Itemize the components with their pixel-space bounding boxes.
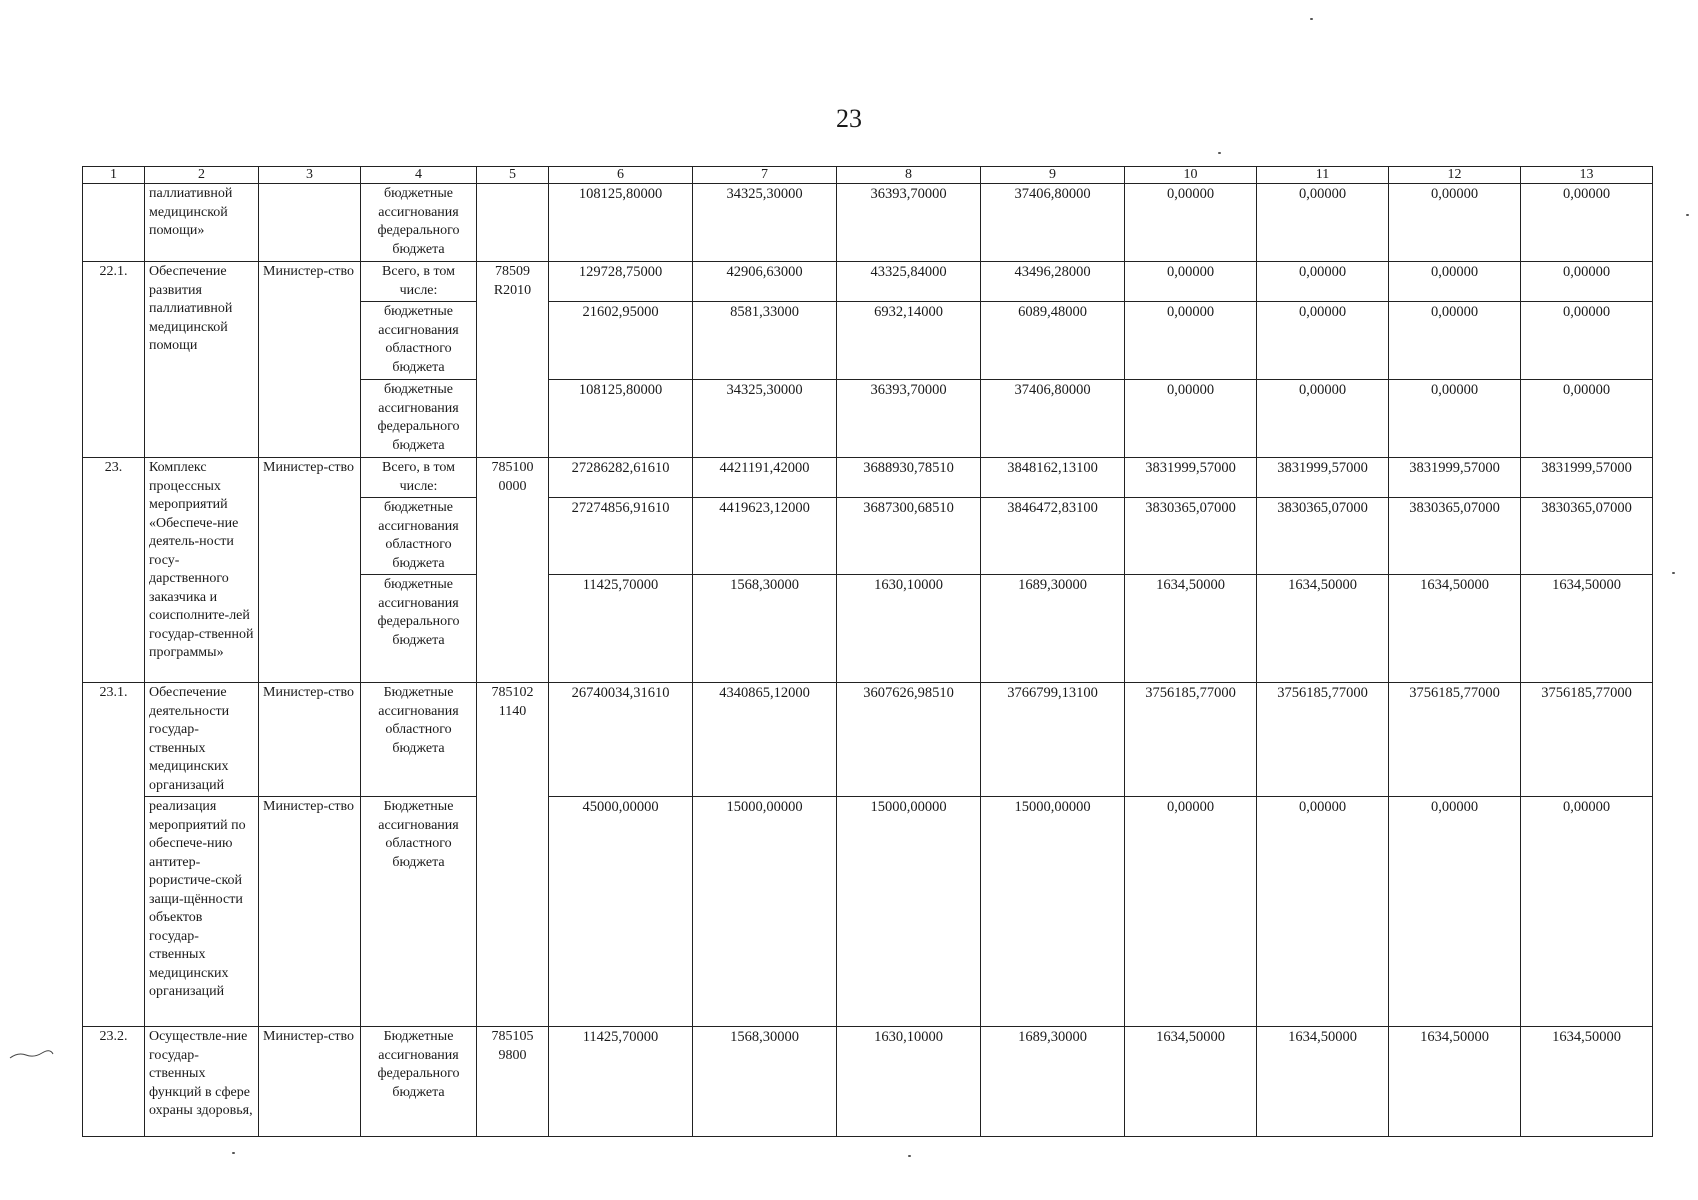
- value-cell: 0,00000: [1257, 184, 1389, 262]
- value-cell: 1634,50000: [1521, 1027, 1653, 1137]
- column-number: 7: [693, 167, 837, 184]
- value-cell: 0,00000: [1389, 302, 1521, 380]
- value-cell: 8581,33000: [693, 302, 837, 380]
- value-cell: 27286282,61610: [549, 458, 693, 498]
- value-cell: 4421191,42000: [693, 458, 837, 498]
- value-cell: 0,00000: [1521, 797, 1653, 1027]
- value-cell: 0,00000: [1521, 380, 1653, 458]
- value-cell: 3830365,07000: [1257, 498, 1389, 575]
- budget-code-cell: 78509 R2010: [477, 262, 549, 458]
- value-cell: 129728,75000: [549, 262, 693, 302]
- column-number: 8: [837, 167, 981, 184]
- funding-source-cell: бюджетные ассигнования федерального бюджета: [361, 380, 477, 458]
- value-cell: 37406,80000: [981, 380, 1125, 458]
- value-cell: 0,00000: [1125, 262, 1257, 302]
- value-cell: 108125,80000: [549, 184, 693, 262]
- value-cell: 0,00000: [1125, 797, 1257, 1027]
- item-name-cell: Комплекс процессных мероприятий «Обеспече-ние деятель-ности госу-дарственного заказчика и соисполните-лей государ-ственной программы»: [145, 458, 259, 683]
- value-cell: 3830365,07000: [1125, 498, 1257, 575]
- value-cell: 0,00000: [1257, 797, 1389, 1027]
- value-cell: 0,00000: [1125, 184, 1257, 262]
- value-cell: 1634,50000: [1257, 1027, 1389, 1137]
- value-cell: 3766799,13100: [981, 683, 1125, 797]
- table-row: [83, 683, 1653, 797]
- column-number: 4: [361, 167, 477, 184]
- scan-speck: [1686, 214, 1689, 216]
- value-cell: 0,00000: [1389, 184, 1521, 262]
- budget-code-cell: 785105 9800: [477, 1027, 549, 1137]
- value-cell: 1568,30000: [693, 575, 837, 683]
- column-number-row: [83, 167, 1653, 184]
- value-cell: 4419623,12000: [693, 498, 837, 575]
- value-cell: 34325,30000: [693, 380, 837, 458]
- column-number: 11: [1257, 167, 1389, 184]
- item-name-cell: паллиативной медицинской помощи»: [145, 184, 259, 262]
- column-number: 5: [477, 167, 549, 184]
- table-row: [83, 184, 1653, 262]
- value-cell: 15000,00000: [837, 797, 981, 1027]
- table-row: [83, 458, 1653, 498]
- value-cell: 3688930,78510: [837, 458, 981, 498]
- value-cell: 1634,50000: [1521, 575, 1653, 683]
- value-cell: 0,00000: [1521, 262, 1653, 302]
- funding-source-cell: бюджетные ассигнования областного бюджета: [361, 498, 477, 575]
- column-number: 6: [549, 167, 693, 184]
- value-cell: 0,00000: [1257, 302, 1389, 380]
- value-cell: 6089,48000: [981, 302, 1125, 380]
- scan-speck: [232, 1152, 235, 1154]
- funding-source-cell: бюджетные ассигнования федерального бюджета: [361, 184, 477, 262]
- value-cell: 1634,50000: [1125, 1027, 1257, 1137]
- scan-mark: [8, 1048, 54, 1060]
- row-number-cell: 23.1.: [83, 683, 145, 1027]
- value-cell: 0,00000: [1257, 262, 1389, 302]
- value-cell: 1689,30000: [981, 1027, 1125, 1137]
- value-cell: 43496,28000: [981, 262, 1125, 302]
- value-cell: 3830365,07000: [1389, 498, 1521, 575]
- row-number-cell: 23.: [83, 458, 145, 683]
- value-cell: 3756185,77000: [1521, 683, 1653, 797]
- value-cell: 45000,00000: [549, 797, 693, 1027]
- value-cell: 15000,00000: [693, 797, 837, 1027]
- budget-code-cell: 785100 0000: [477, 458, 549, 683]
- column-number: 1: [83, 167, 145, 184]
- item-name-cell: реализация мероприятий по обеспече-нию антитер-рористиче-ской защи-щённости объектов государ-ственных медицинских организаций: [145, 797, 259, 1027]
- budget-code-cell: 785102 1140: [477, 683, 549, 1027]
- funding-source-cell: бюджетные ассигнования федерального бюджета: [361, 575, 477, 683]
- value-cell: 3848162,13100: [981, 458, 1125, 498]
- executor-cell: Министер-ство: [259, 458, 361, 683]
- column-number: 10: [1125, 167, 1257, 184]
- funding-source-cell: Бюджетные ассигнования областного бюджета: [361, 683, 477, 797]
- value-cell: 43325,84000: [837, 262, 981, 302]
- value-cell: 3756185,77000: [1125, 683, 1257, 797]
- executor-cell: Министер-ство: [259, 797, 361, 1027]
- budget-table: [82, 166, 1653, 1137]
- value-cell: 1634,50000: [1125, 575, 1257, 683]
- value-cell: 26740034,31610: [549, 683, 693, 797]
- value-cell: 21602,95000: [549, 302, 693, 380]
- value-cell: 36393,70000: [837, 184, 981, 262]
- value-cell: 36393,70000: [837, 380, 981, 458]
- value-cell: 0,00000: [1389, 797, 1521, 1027]
- value-cell: 1689,30000: [981, 575, 1125, 683]
- row-number-cell: 23.2.: [83, 1027, 145, 1137]
- page-number: 23: [836, 104, 862, 133]
- row-number-cell: [83, 184, 145, 262]
- value-cell: 11425,70000: [549, 575, 693, 683]
- value-cell: 3756185,77000: [1257, 683, 1389, 797]
- value-cell: 1634,50000: [1257, 575, 1389, 683]
- funding-source-cell: бюджетные ассигнования областного бюджета: [361, 302, 477, 380]
- funding-source-cell: Бюджетные ассигнования федерального бюджета: [361, 1027, 477, 1137]
- scan-speck: [908, 1155, 911, 1157]
- value-cell: 3831999,57000: [1521, 458, 1653, 498]
- column-number: 12: [1389, 167, 1521, 184]
- value-cell: 0,00000: [1125, 302, 1257, 380]
- value-cell: 3831999,57000: [1257, 458, 1389, 498]
- value-cell: 4340865,12000: [693, 683, 837, 797]
- value-cell: 34325,30000: [693, 184, 837, 262]
- column-number: 2: [145, 167, 259, 184]
- value-cell: 0,00000: [1521, 302, 1653, 380]
- value-cell: 1634,50000: [1389, 575, 1521, 683]
- funding-source-cell: Бюджетные ассигнования областного бюджета: [361, 797, 477, 1027]
- value-cell: 3687300,68510: [837, 498, 981, 575]
- value-cell: 3831999,57000: [1389, 458, 1521, 498]
- value-cell: 1630,10000: [837, 575, 981, 683]
- value-cell: 3831999,57000: [1125, 458, 1257, 498]
- column-number: 3: [259, 167, 361, 184]
- funding-source-cell: Всего, в том числе:: [361, 262, 477, 302]
- executor-cell: Министер-ство: [259, 262, 361, 458]
- item-name-cell: Осуществле-ние государ-ственных функций в сфере охраны здоровья,: [145, 1027, 259, 1137]
- table-row: [83, 1027, 1653, 1137]
- value-cell: 15000,00000: [981, 797, 1125, 1027]
- value-cell: 3830365,07000: [1521, 498, 1653, 575]
- value-cell: 3607626,98510: [837, 683, 981, 797]
- item-name-cell: Обеспечение развития паллиативной медицинской помощи: [145, 262, 259, 458]
- value-cell: 1568,30000: [693, 1027, 837, 1137]
- funding-source-cell: Всего, в том числе:: [361, 458, 477, 498]
- scan-speck: [1672, 572, 1675, 574]
- value-cell: 27274856,91610: [549, 498, 693, 575]
- table-row: [83, 262, 1653, 302]
- value-cell: 3846472,83100: [981, 498, 1125, 575]
- value-cell: 0,00000: [1521, 184, 1653, 262]
- value-cell: 6932,14000: [837, 302, 981, 380]
- executor-cell: Министер-ство: [259, 683, 361, 797]
- budget-code-cell: [477, 184, 549, 262]
- value-cell: 0,00000: [1389, 380, 1521, 458]
- scan-speck: [1218, 152, 1221, 154]
- executor-cell: Министер-ство: [259, 1027, 361, 1137]
- column-number: 9: [981, 167, 1125, 184]
- value-cell: 42906,63000: [693, 262, 837, 302]
- table-row: [83, 797, 1653, 1027]
- value-cell: 0,00000: [1389, 262, 1521, 302]
- value-cell: 0,00000: [1257, 380, 1389, 458]
- value-cell: 0,00000: [1125, 380, 1257, 458]
- value-cell: 1630,10000: [837, 1027, 981, 1137]
- row-number-cell: 22.1.: [83, 262, 145, 458]
- item-name-cell: Обеспечение деятельности государ-ственных медицинских организаций: [145, 683, 259, 797]
- column-number: 13: [1521, 167, 1653, 184]
- value-cell: 11425,70000: [549, 1027, 693, 1137]
- value-cell: 108125,80000: [549, 380, 693, 458]
- executor-cell: [259, 184, 361, 262]
- value-cell: 37406,80000: [981, 184, 1125, 262]
- value-cell: 3756185,77000: [1389, 683, 1521, 797]
- scan-speck: [1310, 18, 1313, 20]
- value-cell: 1634,50000: [1389, 1027, 1521, 1137]
